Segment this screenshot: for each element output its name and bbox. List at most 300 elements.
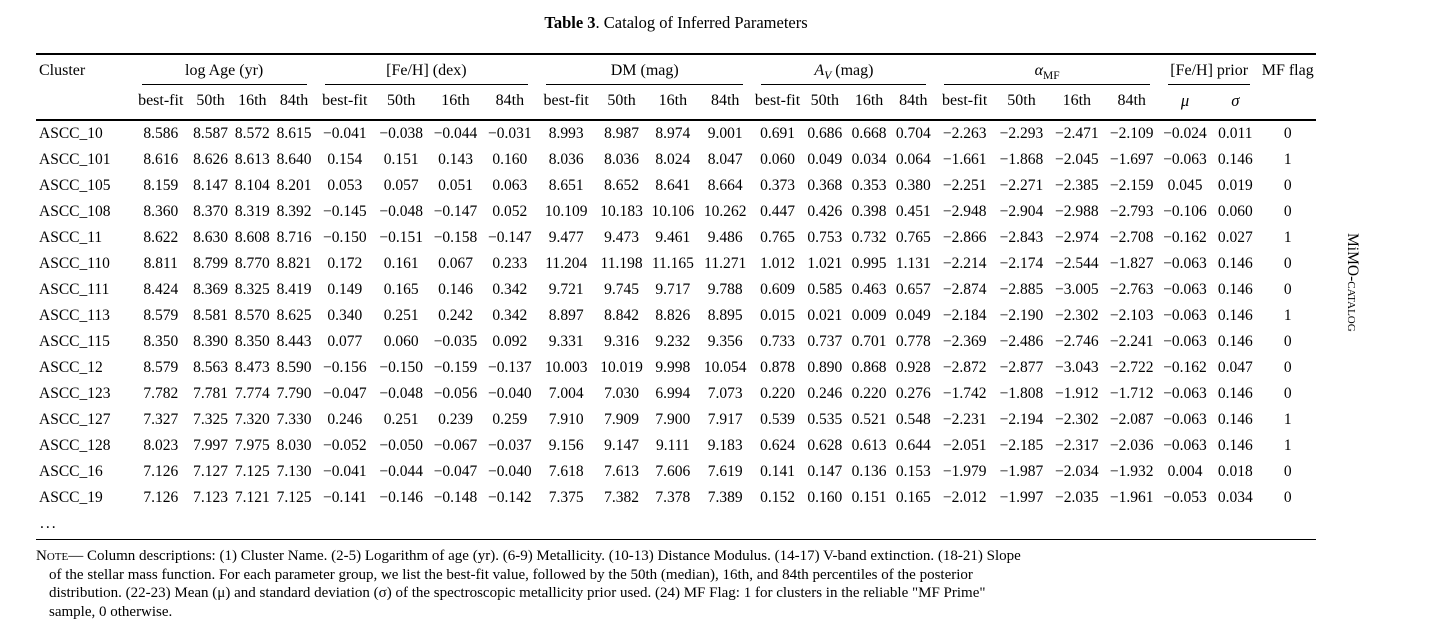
value-cell: 11.198 bbox=[600, 255, 643, 272]
value-cell: 0.242 bbox=[438, 307, 473, 324]
cluster-name-cell: ASCC_123 bbox=[39, 385, 111, 402]
value-cell: 0.063 bbox=[492, 177, 528, 194]
value-cell: 9.111 bbox=[655, 437, 690, 454]
value-cell: 8.799 bbox=[193, 255, 228, 272]
table-row bbox=[36, 303, 1316, 329]
sidebar-label-prefix: MiMO- bbox=[1344, 233, 1361, 282]
value-cell: 8.652 bbox=[604, 177, 639, 194]
value-cell: 7.320 bbox=[234, 411, 270, 428]
value-cell: −0.146 bbox=[379, 489, 423, 506]
value-cell: 0.146 bbox=[1217, 307, 1253, 324]
subheader-cell: 16th bbox=[854, 92, 884, 109]
value-cell: 10.054 bbox=[703, 359, 747, 376]
value-cell: −0.052 bbox=[323, 437, 367, 454]
subheader-row bbox=[36, 85, 1316, 120]
value-cell: 0.353 bbox=[851, 177, 887, 194]
value-cell: 9.473 bbox=[604, 229, 639, 246]
value-cell: −0.038 bbox=[379, 125, 423, 142]
table-row bbox=[36, 147, 1316, 173]
subheader-cell: μ bbox=[1180, 91, 1190, 110]
value-cell: −0.151 bbox=[379, 229, 423, 246]
value-cell: 0 bbox=[1283, 489, 1292, 506]
subheader-cell: best-fit bbox=[543, 92, 589, 109]
value-cell: −0.156 bbox=[323, 359, 367, 376]
value-cell: 8.563 bbox=[193, 359, 228, 376]
value-cell: 0.368 bbox=[807, 177, 843, 194]
value-cell: 10.003 bbox=[544, 359, 588, 376]
value-cell: 7.126 bbox=[143, 463, 179, 480]
value-cell: 9.183 bbox=[707, 437, 743, 454]
subheader-cell: 16th bbox=[238, 92, 267, 109]
value-cell: −0.137 bbox=[488, 359, 532, 376]
sidebar-label-name: catalog bbox=[1344, 281, 1361, 332]
subheader-cell: 16th bbox=[1062, 92, 1092, 109]
value-cell: −2.722 bbox=[1109, 359, 1154, 376]
value-cell: 0.146 bbox=[1217, 333, 1253, 350]
value-cell: 0 bbox=[1283, 385, 1292, 402]
value-cell: 0 bbox=[1283, 281, 1292, 298]
value-cell: 8.613 bbox=[234, 151, 270, 168]
value-cell: −2.035 bbox=[1055, 489, 1099, 506]
value-cell: 8.664 bbox=[707, 177, 743, 194]
value-cell: 8.579 bbox=[143, 307, 179, 324]
value-cell: −0.024 bbox=[1163, 125, 1207, 142]
group-header-feh: [Fe/H] (dex) bbox=[316, 54, 537, 85]
value-cell: 8.360 bbox=[143, 203, 179, 220]
value-cell: 8.036 bbox=[548, 151, 584, 168]
value-cell: 0.057 bbox=[383, 177, 419, 194]
value-cell: 0.246 bbox=[807, 385, 843, 402]
table-row bbox=[36, 329, 1316, 355]
value-cell: −2.263 bbox=[942, 125, 987, 142]
subheader-cell: 84th bbox=[279, 92, 309, 109]
value-cell: 7.389 bbox=[707, 489, 743, 506]
value-cell: 10.106 bbox=[651, 203, 695, 220]
value-cell: −2.486 bbox=[999, 333, 1044, 350]
value-cell: −1.712 bbox=[1109, 385, 1154, 402]
value-cell: −2.109 bbox=[1109, 125, 1154, 142]
value-cell: 0.539 bbox=[760, 411, 795, 428]
value-cell: 8.993 bbox=[548, 125, 584, 142]
value-cell: 0.765 bbox=[895, 229, 931, 246]
value-cell: 8.821 bbox=[276, 255, 312, 272]
value-cell: 8.147 bbox=[193, 177, 228, 194]
value-cell: 8.626 bbox=[193, 151, 228, 168]
value-cell: 8.023 bbox=[143, 437, 179, 454]
value-cell: 8.419 bbox=[276, 281, 312, 298]
value-cell: −2.012 bbox=[942, 489, 987, 506]
value-cell: 7.774 bbox=[234, 385, 270, 402]
value-cell: 0.009 bbox=[851, 307, 887, 324]
value-cell: 0.064 bbox=[895, 151, 931, 168]
value-cell: −1.661 bbox=[942, 151, 987, 168]
value-cell: −0.047 bbox=[433, 463, 478, 480]
value-cell: −0.041 bbox=[323, 125, 367, 142]
value-cell: 0 bbox=[1283, 125, 1292, 142]
value-cell: 0 bbox=[1283, 359, 1292, 376]
value-cell: 0.146 bbox=[1217, 385, 1253, 402]
value-cell: 9.316 bbox=[604, 333, 639, 350]
value-cell: 9.356 bbox=[707, 333, 743, 350]
value-cell: −2.251 bbox=[942, 177, 987, 194]
value-cell: −1.868 bbox=[999, 151, 1044, 168]
value-cell: 0.380 bbox=[895, 177, 931, 194]
value-cell: −2.974 bbox=[1055, 229, 1099, 246]
table-row bbox=[36, 485, 1316, 511]
value-cell: 7.606 bbox=[655, 463, 691, 480]
value-cell: −0.067 bbox=[433, 437, 478, 454]
value-cell: 0.161 bbox=[383, 255, 419, 272]
value-cell: 0.995 bbox=[851, 255, 887, 272]
table-row bbox=[36, 407, 1316, 433]
subheader-cell: 84th bbox=[1117, 92, 1146, 109]
value-cell: −2.302 bbox=[1055, 411, 1099, 428]
value-cell: 8.987 bbox=[604, 125, 639, 142]
value-cell: 0.049 bbox=[895, 307, 931, 324]
subheader-cell: 50th bbox=[196, 92, 225, 109]
value-cell: −2.544 bbox=[1055, 255, 1099, 272]
value-cell: 0.753 bbox=[807, 229, 843, 246]
cluster-name-cell: ASCC_101 bbox=[39, 151, 111, 168]
subheader-cell: 50th bbox=[607, 92, 636, 109]
value-cell: 0.160 bbox=[807, 489, 843, 506]
value-cell: −2.302 bbox=[1055, 307, 1099, 324]
value-cell: 8.651 bbox=[548, 177, 584, 194]
value-cell: 0.890 bbox=[807, 359, 843, 376]
value-cell: 9.477 bbox=[548, 229, 584, 246]
value-cell: −3.043 bbox=[1055, 359, 1099, 376]
value-cell: −2.036 bbox=[1109, 437, 1154, 454]
value-cell: 0.521 bbox=[851, 411, 887, 428]
value-cell: 8.630 bbox=[193, 229, 228, 246]
value-cell: 0.165 bbox=[383, 281, 419, 298]
table-row bbox=[36, 120, 1316, 147]
value-cell: −0.041 bbox=[323, 463, 367, 480]
value-cell: −0.048 bbox=[379, 385, 423, 402]
value-cell: −2.184 bbox=[942, 307, 987, 324]
value-cell: 0.034 bbox=[1217, 489, 1253, 506]
value-cell: 7.004 bbox=[548, 385, 584, 402]
value-cell: 9.486 bbox=[707, 229, 743, 246]
value-cell: 8.616 bbox=[143, 151, 179, 168]
value-cell: 8.587 bbox=[193, 125, 228, 142]
value-cell: 7.618 bbox=[548, 463, 584, 480]
value-cell: 7.125 bbox=[234, 463, 270, 480]
value-cell: 0.172 bbox=[327, 255, 363, 272]
value-cell: 0.146 bbox=[1217, 281, 1253, 298]
value-cell: −0.150 bbox=[323, 229, 367, 246]
value-cell: 0.004 bbox=[1167, 463, 1203, 480]
value-cell: 8.826 bbox=[655, 307, 691, 324]
value-cell: 1.131 bbox=[895, 255, 931, 272]
group-header-feh-prior: [Fe/H] prior bbox=[1159, 54, 1260, 85]
value-cell: −0.162 bbox=[1163, 359, 1207, 376]
value-cell: 8.625 bbox=[276, 307, 312, 324]
value-cell: 0.239 bbox=[438, 411, 473, 428]
value-cell: 0.027 bbox=[1217, 229, 1253, 246]
value-cell: 7.327 bbox=[143, 411, 179, 428]
table-row bbox=[36, 381, 1316, 407]
value-cell: 7.330 bbox=[276, 411, 312, 428]
value-cell: 8.811 bbox=[143, 255, 178, 272]
value-cell: −2.194 bbox=[999, 411, 1044, 428]
value-cell: 0.613 bbox=[851, 437, 887, 454]
value-cell: 7.782 bbox=[143, 385, 179, 402]
value-cell: 9.331 bbox=[548, 333, 584, 350]
value-cell: 7.030 bbox=[604, 385, 639, 402]
value-cell: −2.293 bbox=[999, 125, 1044, 142]
value-cell: 9.788 bbox=[707, 281, 743, 298]
value-cell: 0.342 bbox=[492, 307, 528, 324]
table-row bbox=[36, 355, 1316, 381]
value-cell: 0.060 bbox=[383, 333, 419, 350]
value-cell: 0.259 bbox=[492, 411, 528, 428]
value-cell: 7.125 bbox=[276, 489, 312, 506]
value-cell: 9.001 bbox=[707, 125, 743, 142]
subheader-cell: best-fit bbox=[941, 92, 988, 109]
ellipsis-cell: ... bbox=[36, 511, 1316, 540]
value-cell: 8.716 bbox=[276, 229, 312, 246]
value-cell: 0.765 bbox=[760, 229, 795, 246]
cluster-name-cell: ASCC_115 bbox=[39, 333, 110, 350]
value-cell: 7.790 bbox=[276, 385, 312, 402]
value-cell: −0.050 bbox=[379, 437, 423, 454]
value-cell: −0.106 bbox=[1163, 203, 1207, 220]
value-cell: −2.471 bbox=[1055, 125, 1099, 142]
value-cell: 0.151 bbox=[383, 151, 419, 168]
value-cell: 9.232 bbox=[655, 333, 691, 350]
value-cell: 0.045 bbox=[1167, 177, 1203, 194]
value-cell: 0.251 bbox=[383, 411, 419, 428]
value-cell: 7.900 bbox=[655, 411, 691, 428]
value-cell: −0.063 bbox=[1163, 255, 1207, 272]
value-cell: 0.153 bbox=[895, 463, 931, 480]
value-cell: 0.624 bbox=[760, 437, 795, 454]
cluster-name-cell: ASCC_19 bbox=[39, 489, 103, 506]
value-cell: 0.246 bbox=[327, 411, 363, 428]
group-header-row bbox=[36, 54, 1316, 85]
value-cell: 8.370 bbox=[193, 203, 228, 220]
value-cell: 1.021 bbox=[807, 255, 843, 272]
value-cell: 9.147 bbox=[604, 437, 639, 454]
value-cell: −2.763 bbox=[1109, 281, 1154, 298]
value-cell: 8.974 bbox=[655, 125, 691, 142]
value-cell: −2.885 bbox=[999, 281, 1044, 298]
column-header-cluster: Cluster bbox=[39, 62, 86, 79]
value-cell: 0.092 bbox=[492, 333, 528, 350]
value-cell: −0.158 bbox=[433, 229, 478, 246]
value-cell: −0.048 bbox=[379, 203, 423, 220]
value-cell: 7.130 bbox=[276, 463, 312, 480]
cluster-name-cell: ASCC_113 bbox=[39, 307, 110, 324]
value-cell: 0.691 bbox=[760, 125, 795, 142]
cluster-name-cell: ASCC_11 bbox=[39, 229, 103, 246]
value-cell: 0.868 bbox=[851, 359, 887, 376]
value-cell: 8.024 bbox=[655, 151, 691, 168]
value-cell: 8.615 bbox=[276, 125, 312, 142]
subheader-cell: 50th bbox=[1007, 92, 1036, 109]
value-cell: −2.746 bbox=[1055, 333, 1099, 350]
value-cell: −0.035 bbox=[433, 333, 478, 350]
value-cell: −0.044 bbox=[433, 125, 478, 142]
value-cell: −2.874 bbox=[942, 281, 987, 298]
value-cell: 0.585 bbox=[807, 281, 843, 298]
value-cell: 0.160 bbox=[492, 151, 528, 168]
value-cell: −0.063 bbox=[1163, 281, 1207, 298]
subheader-cell: best-fit bbox=[322, 92, 368, 109]
value-cell: 0.149 bbox=[327, 281, 363, 298]
value-cell: 0.657 bbox=[895, 281, 931, 298]
value-cell: 8.350 bbox=[143, 333, 179, 350]
value-cell: 8.159 bbox=[143, 177, 179, 194]
value-cell: 8.590 bbox=[276, 359, 312, 376]
cluster-name-cell: ASCC_110 bbox=[39, 255, 110, 272]
value-cell: 0.143 bbox=[438, 151, 473, 168]
cluster-name-cell: ASCC_105 bbox=[39, 177, 111, 194]
value-cell: 0.015 bbox=[760, 307, 795, 324]
table-caption: . Catalog of Inferred Parameters bbox=[595, 13, 808, 32]
value-cell: 0.342 bbox=[492, 281, 528, 298]
value-cell: −0.063 bbox=[1163, 151, 1207, 168]
value-cell: −1.987 bbox=[999, 463, 1044, 480]
value-cell: −2.866 bbox=[942, 229, 987, 246]
table-row bbox=[36, 277, 1316, 303]
value-cell: 1.012 bbox=[760, 255, 795, 272]
value-cell: −1.979 bbox=[942, 463, 987, 480]
value-cell: 7.123 bbox=[193, 489, 228, 506]
value-cell: 0.778 bbox=[895, 333, 931, 350]
value-cell: 8.640 bbox=[276, 151, 312, 168]
value-cell: −1.827 bbox=[1109, 255, 1154, 272]
value-cell: 0.609 bbox=[760, 281, 795, 298]
value-cell: 0.077 bbox=[327, 333, 363, 350]
value-cell: 10.109 bbox=[544, 203, 588, 220]
value-cell: −1.912 bbox=[1055, 385, 1099, 402]
value-cell: −0.040 bbox=[488, 385, 532, 402]
value-cell: 9.998 bbox=[655, 359, 691, 376]
value-cell: 8.201 bbox=[276, 177, 312, 194]
value-cell: 0.136 bbox=[851, 463, 887, 480]
value-cell: −0.063 bbox=[1163, 333, 1207, 350]
value-cell: 0.152 bbox=[760, 489, 795, 506]
value-cell: −0.037 bbox=[488, 437, 532, 454]
cluster-name-cell: ASCC_108 bbox=[39, 203, 111, 220]
value-cell: −2.185 bbox=[999, 437, 1044, 454]
value-cell: 0.011 bbox=[1218, 125, 1253, 142]
value-cell: −0.063 bbox=[1163, 411, 1207, 428]
value-cell: 0.019 bbox=[1217, 177, 1253, 194]
value-cell: 8.369 bbox=[193, 281, 228, 298]
value-cell: 0.732 bbox=[851, 229, 887, 246]
value-cell: −0.047 bbox=[323, 385, 367, 402]
value-cell: 0.034 bbox=[851, 151, 887, 168]
value-cell: 7.910 bbox=[548, 411, 584, 428]
subheader-cell: 50th bbox=[810, 92, 840, 109]
value-cell: 0.701 bbox=[851, 333, 887, 350]
group-header-av: $A_V$ (mag) bbox=[752, 54, 935, 85]
value-cell: −0.063 bbox=[1163, 437, 1207, 454]
value-cell: −2.904 bbox=[999, 203, 1044, 220]
subheader-cell: 84th bbox=[710, 92, 740, 109]
value-cell: 0.049 bbox=[807, 151, 843, 168]
table-title bbox=[0, 0, 1352, 33]
value-cell: 0.146 bbox=[438, 281, 473, 298]
value-cell: 8.325 bbox=[234, 281, 270, 298]
value-cell: −2.174 bbox=[999, 255, 1044, 272]
value-cell: 0.733 bbox=[760, 333, 795, 350]
value-cell: −2.988 bbox=[1055, 203, 1099, 220]
cluster-name-cell: ASCC_128 bbox=[39, 437, 111, 454]
group-header-alpha-mf: $\alpha_{MF}$ bbox=[935, 54, 1158, 85]
subheader-cell: 16th bbox=[441, 92, 470, 109]
value-cell: 0.463 bbox=[851, 281, 887, 298]
value-cell: 0.154 bbox=[327, 151, 363, 168]
value-cell: −2.051 bbox=[942, 437, 987, 454]
value-cell: −2.241 bbox=[1109, 333, 1154, 350]
value-cell: 9.745 bbox=[604, 281, 639, 298]
value-cell: 9.156 bbox=[548, 437, 584, 454]
table-body bbox=[36, 120, 1316, 540]
value-cell: −0.040 bbox=[488, 463, 532, 480]
value-cell: 9.721 bbox=[548, 281, 584, 298]
value-cell: 7.121 bbox=[234, 489, 270, 506]
value-cell: 8.641 bbox=[655, 177, 691, 194]
table-number: Table 3 bbox=[544, 13, 596, 32]
value-cell: 0.373 bbox=[760, 177, 795, 194]
cluster-name-cell: ASCC_10 bbox=[39, 125, 103, 142]
value-cell: 0.220 bbox=[760, 385, 795, 402]
value-cell: 0.233 bbox=[492, 255, 528, 272]
value-cell: 0.146 bbox=[1217, 437, 1253, 454]
table-row bbox=[36, 433, 1316, 459]
value-cell: 0 bbox=[1283, 177, 1292, 194]
value-cell: 0 bbox=[1283, 203, 1292, 220]
value-cell: 1 bbox=[1283, 151, 1292, 168]
value-cell: 0.146 bbox=[1217, 411, 1253, 428]
subheader-cell: σ bbox=[1231, 91, 1240, 110]
value-cell: −2.159 bbox=[1109, 177, 1154, 194]
value-cell: 0.644 bbox=[895, 437, 931, 454]
value-cell: 7.997 bbox=[193, 437, 228, 454]
group-header-log-age: log Age (yr) bbox=[133, 54, 316, 85]
value-cell: 10.019 bbox=[600, 359, 643, 376]
cluster-name-cell: ASCC_127 bbox=[39, 411, 111, 428]
value-cell: 0.021 bbox=[807, 307, 843, 324]
value-cell: 8.570 bbox=[234, 307, 270, 324]
value-cell: −2.034 bbox=[1055, 463, 1099, 480]
table-note bbox=[36, 547, 1023, 621]
sidebar-catalog-label bbox=[1343, 233, 1361, 332]
value-cell: −1.697 bbox=[1109, 151, 1154, 168]
value-cell: 9.461 bbox=[655, 229, 691, 246]
value-cell: 10.262 bbox=[703, 203, 747, 220]
value-cell: −2.231 bbox=[942, 411, 987, 428]
value-cell: 0.052 bbox=[492, 203, 528, 220]
value-cell: 0.141 bbox=[760, 463, 795, 480]
ellipsis-row bbox=[36, 511, 1316, 540]
value-cell: 8.622 bbox=[143, 229, 179, 246]
value-cell: 0.276 bbox=[895, 385, 931, 402]
value-cell: −2.190 bbox=[999, 307, 1044, 324]
value-cell: 8.319 bbox=[234, 203, 270, 220]
value-cell: 0 bbox=[1283, 463, 1292, 480]
value-cell: 7.073 bbox=[707, 385, 743, 402]
value-cell: 0.737 bbox=[807, 333, 843, 350]
value-cell: 0.878 bbox=[760, 359, 795, 376]
value-cell: −0.063 bbox=[1163, 307, 1207, 324]
table-row bbox=[36, 459, 1316, 485]
value-cell: 1 bbox=[1283, 229, 1292, 246]
